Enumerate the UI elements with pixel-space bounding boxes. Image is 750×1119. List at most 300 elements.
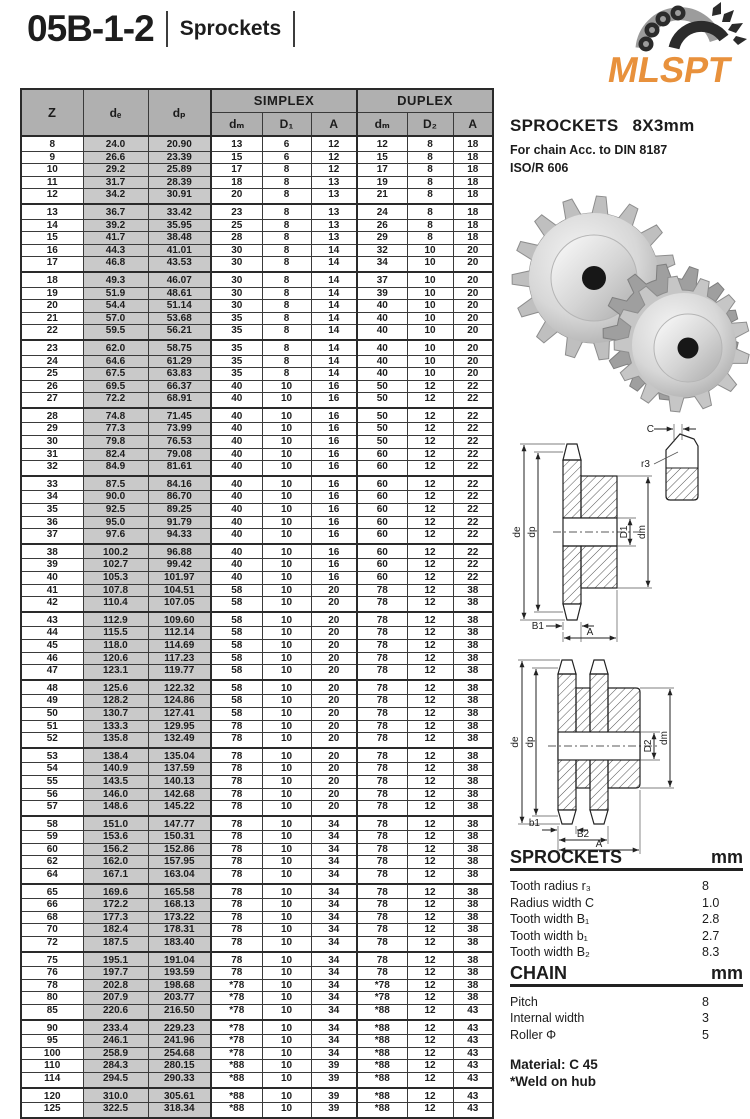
sprockets-title-text: SPROCKETS	[510, 116, 619, 135]
table-cell: 34	[311, 843, 357, 856]
table-row	[21, 572, 493, 585]
table-cell: 60	[21, 843, 83, 856]
table-cell: 30	[211, 244, 262, 257]
table-cell: 20	[453, 368, 493, 381]
table-cell: 38	[453, 665, 493, 680]
table-cell: 10	[262, 869, 311, 884]
table-cell: *78	[357, 979, 407, 992]
table-cell: 60	[357, 476, 407, 491]
table-cell: 17	[21, 257, 83, 272]
table-cell: 23	[211, 204, 262, 219]
table-cell: 14	[311, 244, 357, 257]
table-cell: 71.45	[148, 408, 211, 423]
table-cell: 40	[357, 340, 407, 355]
table-cell: 151.0	[83, 816, 148, 831]
table-cell: 49	[21, 695, 83, 708]
iso-standard-note: ISO/R 606	[510, 161, 569, 175]
spec-row	[510, 1010, 743, 1027]
dim-label-a: A	[586, 627, 594, 638]
table-cell: 38	[453, 733, 493, 748]
table-cell: 78	[211, 816, 262, 831]
table-cell: 10	[262, 504, 311, 517]
table-cell: 78	[357, 652, 407, 665]
table-row	[21, 720, 493, 733]
table-cell: 18	[453, 164, 493, 177]
table-cell: 52	[21, 733, 83, 748]
table-cell: 229.23	[148, 1020, 211, 1035]
table-cell: 35	[21, 504, 83, 517]
table-row	[21, 164, 493, 177]
table-cell: 55	[21, 775, 83, 788]
table-cell: 16	[311, 476, 357, 491]
table-row	[21, 136, 493, 151]
table-cell: *88	[211, 1103, 262, 1118]
table-cell: 78	[357, 952, 407, 967]
table-cell: 56	[21, 788, 83, 801]
table-cell: 169.6	[83, 884, 148, 899]
spec-row	[510, 895, 743, 912]
table-cell: 10	[262, 652, 311, 665]
table-cell: 10	[262, 1060, 311, 1073]
table-cell: *78	[211, 1035, 262, 1048]
table-cell: 12	[407, 423, 453, 436]
table-cell: 21	[357, 189, 407, 204]
table-cell: 78	[211, 967, 262, 980]
spec-value: 8	[702, 994, 709, 1009]
table-cell: 12	[407, 801, 453, 816]
table-row	[21, 232, 493, 245]
table-cell: 10	[262, 408, 311, 423]
table-cell: 34	[311, 924, 357, 937]
table-cell: 10	[262, 680, 311, 695]
table-cell: 38	[453, 584, 493, 597]
table-cell: 79.08	[148, 448, 211, 461]
table-cell: 8	[262, 257, 311, 272]
table-cell: 78	[357, 720, 407, 733]
table-cell: 78	[211, 869, 262, 884]
table-cell: 94.33	[148, 529, 211, 544]
table-cell: 8	[407, 176, 453, 189]
table-cell: 87.5	[83, 476, 148, 491]
table-cell: 75	[21, 952, 83, 967]
table-cell: 14	[21, 219, 83, 232]
table-cell: 78	[211, 831, 262, 844]
table-cell: 34	[311, 1020, 357, 1035]
table-cell: 114	[21, 1072, 83, 1087]
table-row	[21, 665, 493, 680]
table-cell: 68	[21, 911, 83, 924]
brand-logo-text: MLSPT	[604, 49, 734, 90]
simplex-section-drawing	[508, 420, 745, 642]
spec-row	[510, 911, 743, 928]
sprockets-size-title	[510, 116, 694, 136]
table-cell: 78	[357, 775, 407, 788]
table-cell: 142.68	[148, 788, 211, 801]
table-cell: 195.1	[83, 952, 148, 967]
table-cell: 38	[453, 911, 493, 924]
table-cell: 34	[21, 491, 83, 504]
table-cell: 34	[311, 911, 357, 924]
table-cell: 280.15	[148, 1060, 211, 1073]
table-cell: *88	[357, 1005, 407, 1020]
table-cell: 8	[262, 272, 311, 287]
brand-logo	[604, 4, 748, 90]
table-cell: 120	[21, 1088, 83, 1103]
table-cell: 12	[407, 491, 453, 504]
table-cell: 27	[21, 393, 83, 408]
table-cell: 10	[262, 733, 311, 748]
table-cell: 12	[407, 707, 453, 720]
table-cell: 12	[407, 639, 453, 652]
sprocket-dimension-table	[20, 88, 494, 1119]
table-cell: 147.77	[148, 816, 211, 831]
table-cell: 12	[407, 652, 453, 665]
table-cell: 12	[407, 584, 453, 597]
table-cell: 38	[453, 707, 493, 720]
table-cell: 45	[21, 639, 83, 652]
table-cell: 60	[357, 504, 407, 517]
table-cell: 78	[357, 748, 407, 763]
table-cell: 20	[453, 300, 493, 313]
table-row	[21, 380, 493, 393]
table-cell: 78	[357, 869, 407, 884]
table-cell: 110	[21, 1060, 83, 1073]
table-cell: 8	[262, 312, 311, 325]
table-cell: 10	[262, 516, 311, 529]
table-cell: 10	[407, 287, 453, 300]
table-cell: 20	[453, 257, 493, 272]
table-cell: 125.6	[83, 680, 148, 695]
table-cell: 78	[357, 788, 407, 801]
specs-panel	[510, 847, 743, 1090]
table-cell: 18	[453, 136, 493, 151]
table-cell: 78	[357, 597, 407, 612]
table-row	[21, 979, 493, 992]
table-cell: 40	[211, 491, 262, 504]
table-cell: 60	[357, 461, 407, 476]
spec-label: Internal width	[510, 1011, 585, 1025]
table-cell: 39	[21, 559, 83, 572]
table-row	[21, 775, 493, 788]
table-cell: 8	[262, 204, 311, 219]
table-row	[21, 612, 493, 627]
table-cell: 101.97	[148, 572, 211, 585]
table-cell: 60	[357, 572, 407, 585]
table-cell: 78	[211, 856, 262, 869]
table-cell: 162.0	[83, 856, 148, 869]
table-cell: 20	[211, 189, 262, 204]
table-cell: 12	[407, 831, 453, 844]
table-cell: 78	[357, 911, 407, 924]
table-row	[21, 436, 493, 449]
table-cell: 95	[21, 1035, 83, 1048]
table-cell: 12	[407, 720, 453, 733]
table-row	[21, 801, 493, 816]
table-cell: 153.6	[83, 831, 148, 844]
dim-label-de: de	[510, 736, 521, 748]
table-cell: 36.7	[83, 204, 148, 219]
table-cell: 12	[407, 1020, 453, 1035]
table-cell: 81.61	[148, 461, 211, 476]
spec-label: Pitch	[510, 994, 538, 1009]
table-cell: 38	[453, 627, 493, 640]
table-cell: 34	[357, 257, 407, 272]
table-cell: 30	[211, 300, 262, 313]
table-cell: 10	[407, 340, 453, 355]
col-header-de: dₑ	[83, 89, 148, 136]
table-cell: 78	[357, 680, 407, 695]
table-cell: 20	[311, 612, 357, 627]
table-cell: 38.48	[148, 232, 211, 245]
table-cell: 10	[262, 1072, 311, 1087]
table-cell: 34	[311, 992, 357, 1005]
table-cell: 10	[262, 720, 311, 733]
table-cell: 8	[262, 287, 311, 300]
table-cell: 70	[21, 924, 83, 937]
table-cell: 132.49	[148, 733, 211, 748]
table-row	[21, 884, 493, 899]
table-cell: 168.13	[148, 899, 211, 912]
table-cell: 10	[262, 952, 311, 967]
table-cell: 59.5	[83, 325, 148, 340]
table-cell: 12	[407, 1035, 453, 1048]
table-cell: 10	[262, 448, 311, 461]
table-cell: 78	[357, 733, 407, 748]
table-cell: 78	[357, 639, 407, 652]
table-row	[21, 516, 493, 529]
table-cell: 10	[407, 368, 453, 381]
dim-label-dm: dm	[637, 525, 648, 539]
table-cell: 30.91	[148, 189, 211, 204]
table-cell: 34	[311, 899, 357, 912]
table-cell: 20	[453, 325, 493, 340]
table-cell: 82.4	[83, 448, 148, 461]
table-cell: 8	[21, 136, 83, 151]
table-cell: 10	[262, 924, 311, 937]
table-cell: 10	[407, 300, 453, 313]
table-cell: 38	[453, 884, 493, 899]
table-cell: 110.4	[83, 597, 148, 612]
table-cell: 13	[311, 232, 357, 245]
table-cell: 91.79	[148, 516, 211, 529]
table-cell: 78	[211, 763, 262, 776]
table-cell: 43	[453, 1072, 493, 1087]
table-cell: 50	[21, 707, 83, 720]
table-cell: 20	[453, 244, 493, 257]
table-cell: 16	[311, 380, 357, 393]
table-row	[21, 788, 493, 801]
table-cell: 40	[211, 504, 262, 517]
table-cell: 115.5	[83, 627, 148, 640]
table-cell: 39	[357, 287, 407, 300]
table-cell: 18	[453, 219, 493, 232]
table-row	[21, 559, 493, 572]
table-row	[21, 340, 493, 355]
table-cell: 31.7	[83, 176, 148, 189]
table-row	[21, 423, 493, 436]
table-cell: 95.0	[83, 516, 148, 529]
table-cell: 78	[211, 733, 262, 748]
table-cell: 38	[453, 801, 493, 816]
table-cell: 16	[311, 529, 357, 544]
table-cell: 67.5	[83, 368, 148, 381]
table-cell: 17	[357, 164, 407, 177]
table-row	[21, 544, 493, 559]
table-cell: 20	[311, 763, 357, 776]
table-cell: 16	[311, 504, 357, 517]
table-cell: 12	[407, 775, 453, 788]
table-cell: 10	[262, 775, 311, 788]
table-cell: 12	[407, 665, 453, 680]
table-cell: 220.6	[83, 1005, 148, 1020]
table-cell: 16	[311, 448, 357, 461]
table-cell: 10	[262, 639, 311, 652]
table-cell: 8	[407, 164, 453, 177]
table-cell: 202.8	[83, 979, 148, 992]
table-cell: 20	[453, 340, 493, 355]
table-row	[21, 584, 493, 597]
table-cell: 15	[357, 151, 407, 164]
table-cell: 125	[21, 1103, 83, 1118]
table-cell: 10	[262, 461, 311, 476]
table-cell: 39	[311, 1072, 357, 1087]
table-cell: 112.9	[83, 612, 148, 627]
table-cell: 140.13	[148, 775, 211, 788]
table-cell: 41.7	[83, 232, 148, 245]
table-cell: 8	[407, 204, 453, 219]
table-cell: 10	[407, 244, 453, 257]
table-cell: 107.8	[83, 584, 148, 597]
table-cell: 78	[357, 763, 407, 776]
table-cell: 25	[21, 368, 83, 381]
table-row	[21, 476, 493, 491]
table-cell: 61.29	[148, 355, 211, 368]
table-cell: 20	[311, 627, 357, 640]
table-cell: 138.4	[83, 748, 148, 763]
table-cell: 12	[407, 937, 453, 952]
chain-spec-list	[510, 994, 743, 1044]
table-cell: 42	[21, 597, 83, 612]
table-cell: 38	[453, 952, 493, 967]
table-cell: 38	[453, 652, 493, 665]
table-cell: *88	[211, 1088, 262, 1103]
table-cell: 22	[453, 448, 493, 461]
table-row	[21, 1047, 493, 1060]
dim-label-r3: r3	[641, 459, 650, 470]
table-cell: 22	[453, 476, 493, 491]
table-cell: 10	[262, 423, 311, 436]
table-cell: 20.90	[148, 136, 211, 151]
spec-label: Tooth radius r₃	[510, 879, 591, 893]
table-cell: 20	[311, 733, 357, 748]
table-cell: 34	[311, 979, 357, 992]
table-cell: 54.4	[83, 300, 148, 313]
table-cell: 254.68	[148, 1047, 211, 1060]
table-row	[21, 816, 493, 831]
table-row	[21, 257, 493, 272]
table-cell: 20	[311, 707, 357, 720]
table-cell: 8	[407, 189, 453, 204]
table-cell: 38	[453, 748, 493, 763]
table-cell: 40	[211, 544, 262, 559]
table-cell: 10	[262, 695, 311, 708]
table-cell: 284.3	[83, 1060, 148, 1073]
table-cell: 66	[21, 899, 83, 912]
table-cell: *88	[357, 1020, 407, 1035]
table-cell: 60	[357, 491, 407, 504]
table-cell: 20	[21, 300, 83, 313]
table-cell: 10	[262, 476, 311, 491]
table-cell: 12	[311, 151, 357, 164]
table-cell: 21	[21, 312, 83, 325]
table-cell: 8	[407, 219, 453, 232]
table-cell: 20	[311, 584, 357, 597]
table-cell: 8	[407, 151, 453, 164]
table-cell: 8	[262, 355, 311, 368]
table-cell: 10	[262, 665, 311, 680]
col-header-simplex: SIMPLEX	[211, 89, 357, 113]
table-cell: 58	[211, 597, 262, 612]
table-cell: 78	[357, 695, 407, 708]
table-cell: 109.60	[148, 612, 211, 627]
table-cell: 10	[262, 816, 311, 831]
dim-label-dp: dp	[525, 736, 536, 748]
table-cell: 30	[211, 272, 262, 287]
table-cell: 12	[407, 627, 453, 640]
table-cell: 10	[262, 967, 311, 980]
table-cell: *88	[357, 1088, 407, 1103]
spec-value: 2.7	[702, 928, 720, 943]
table-cell: 22	[453, 461, 493, 476]
table-cell: 78	[357, 937, 407, 952]
table-cell: 133.3	[83, 720, 148, 733]
chain-spec-unit: mm	[710, 962, 743, 983]
table-cell: 12	[407, 1005, 453, 1020]
table-cell: 58	[211, 627, 262, 640]
duplex-section-body	[548, 660, 658, 824]
table-cell: 10	[262, 612, 311, 627]
table-cell: 12	[407, 967, 453, 980]
table-cell: 20	[311, 695, 357, 708]
table-cell: 14	[311, 257, 357, 272]
table-cell: 38	[453, 899, 493, 912]
sprockets-spec-header	[510, 847, 743, 871]
table-cell: 15	[211, 151, 262, 164]
table-cell: 34	[311, 869, 357, 884]
table-cell: 64	[21, 869, 83, 884]
table-cell: 10	[262, 572, 311, 585]
table-cell: 78	[357, 843, 407, 856]
table-cell: 24	[21, 355, 83, 368]
table-cell: 26	[21, 380, 83, 393]
table-cell: 14	[311, 325, 357, 340]
col-header-d2: D₂	[407, 113, 453, 137]
col-header-dm-duplex: dₘ	[357, 113, 407, 137]
table-cell: 20	[311, 665, 357, 680]
spec-row	[510, 1027, 743, 1044]
table-cell: 38	[453, 788, 493, 801]
table-cell: 10	[407, 312, 453, 325]
table-cell: 11	[21, 176, 83, 189]
divider	[293, 11, 295, 47]
table-cell: 78	[357, 816, 407, 831]
sprocket-photo	[508, 182, 745, 417]
table-cell: 46.07	[148, 272, 211, 287]
table-cell: 53.68	[148, 312, 211, 325]
table-cell: *78	[211, 1020, 262, 1035]
table-cell: 12	[407, 1060, 453, 1073]
table-cell: 40	[211, 572, 262, 585]
